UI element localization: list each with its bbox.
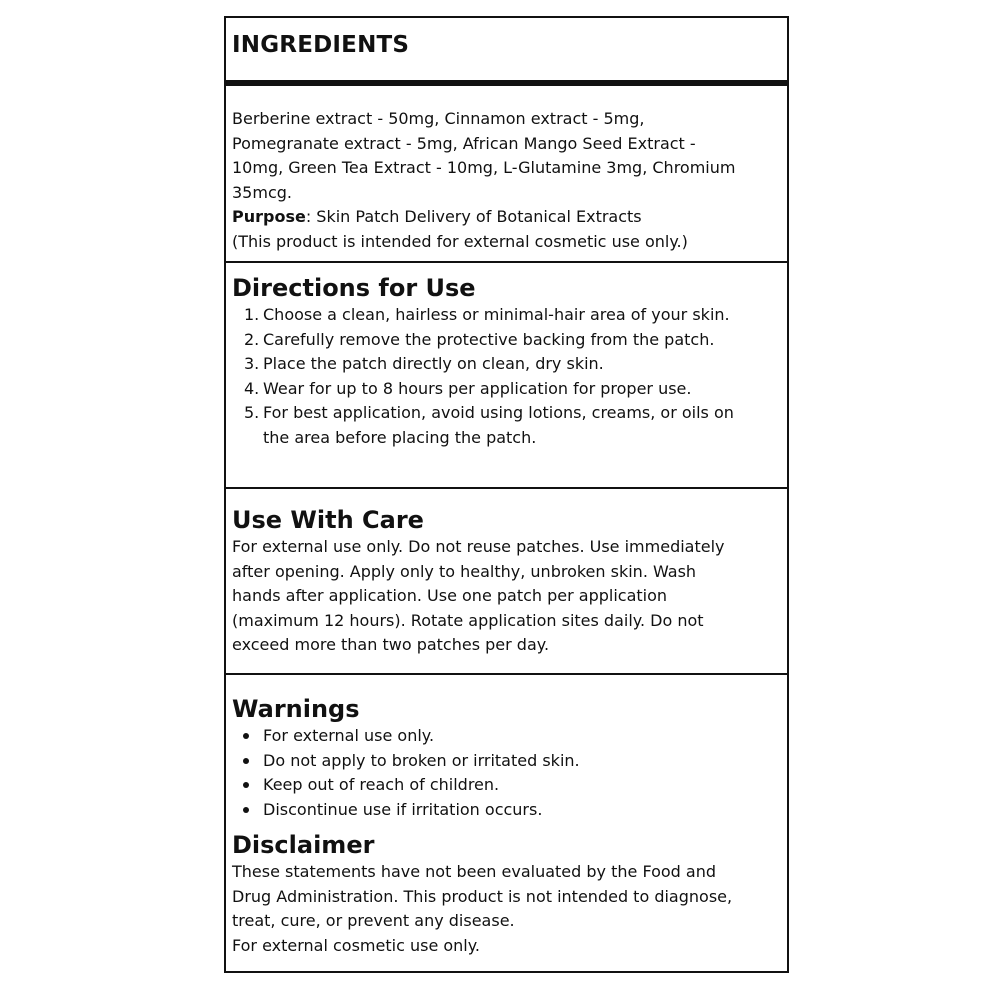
ingredients-header xyxy=(226,31,787,59)
care-line: (maximum 12 hours). Rotate application sites daily. Do not xyxy=(232,610,704,630)
ingredients-line: 35mcg. xyxy=(232,182,292,202)
section-divider xyxy=(226,261,787,263)
list-item: 1. Choose a clean, hairless or minimal-hair area of your skin. xyxy=(244,305,730,324)
care-line: exceed more than two patches per day. xyxy=(232,635,550,655)
list-item: 3. Place the patch directly on clean, dry skin. xyxy=(244,354,604,374)
section-divider xyxy=(226,487,787,489)
purpose-line xyxy=(232,205,777,230)
disclaimer-line: These statements have not been evaluated by the Food and xyxy=(232,862,716,881)
purpose-text: : Skin Patch Delivery of Botanical Extracts xyxy=(305,207,642,227)
label-panel xyxy=(224,16,789,973)
warnings-title: Warnings xyxy=(232,695,360,723)
care-section xyxy=(226,505,787,658)
list-item: Do not apply to broken or irritated skin. xyxy=(232,749,777,774)
bullet-icon xyxy=(243,733,249,739)
care-line: after opening. Apply only to healthy, unbroken skin. Wash xyxy=(232,561,697,581)
ingredients-line: 10mg, Green Tea Extract - 10mg, L-Glutamine 3mg, Chromium xyxy=(232,158,736,178)
purpose-label: Purpose xyxy=(232,207,306,227)
list-item: Discontinue use if irritation occurs. xyxy=(232,798,777,823)
list-item: 5. For best application, avoid using lotions, creams, or oils on the area before placing the patch. xyxy=(244,403,734,447)
bullet-icon xyxy=(243,758,249,764)
warnings-section xyxy=(226,694,787,822)
list-item: 4. Wear for up to 8 hours per application for proper use. xyxy=(244,378,692,398)
ingredients-body xyxy=(226,107,787,255)
care-line: For external use only. Do not reuse patches. Use immediately xyxy=(232,537,725,556)
ingredients-line: Berberine extract - 50mg, Cinnamon extract - 5mg, xyxy=(232,109,645,128)
ingredients-title: INGREDIENTS xyxy=(232,32,410,58)
directions-title: Directions for Use xyxy=(232,274,476,302)
care-title: Use With Care xyxy=(232,506,424,534)
list-item: 2. Carefully remove the protective backing from the patch. xyxy=(244,329,715,349)
disclaimer-title: Disclaimer xyxy=(232,831,375,859)
ingredients-note: (This product is intended for external cosmetic use only.) xyxy=(232,231,688,251)
care-line: hands after application. Use one patch per application xyxy=(232,586,668,606)
bullet-icon xyxy=(243,782,249,788)
thick-divider xyxy=(226,80,787,86)
disclaimer-line: treat, cure, or prevent any disease. xyxy=(232,911,515,931)
bullet-icon xyxy=(243,807,249,813)
list-item: Keep out of reach of children. xyxy=(232,773,777,798)
directions-list xyxy=(232,303,777,451)
disclaimer-line: Drug Administration. This product is not intended to diagnose, xyxy=(232,886,733,906)
disclaimer-section xyxy=(226,830,787,958)
section-divider xyxy=(226,673,787,675)
list-item: For external use only. xyxy=(232,724,777,749)
disclaimer-line: For external cosmetic use only. xyxy=(232,935,481,955)
ingredients-line: Pomegranate extract - 5mg, African Mango Seed Extract - xyxy=(232,133,696,153)
warnings-list xyxy=(232,724,777,822)
directions-section xyxy=(226,273,787,451)
